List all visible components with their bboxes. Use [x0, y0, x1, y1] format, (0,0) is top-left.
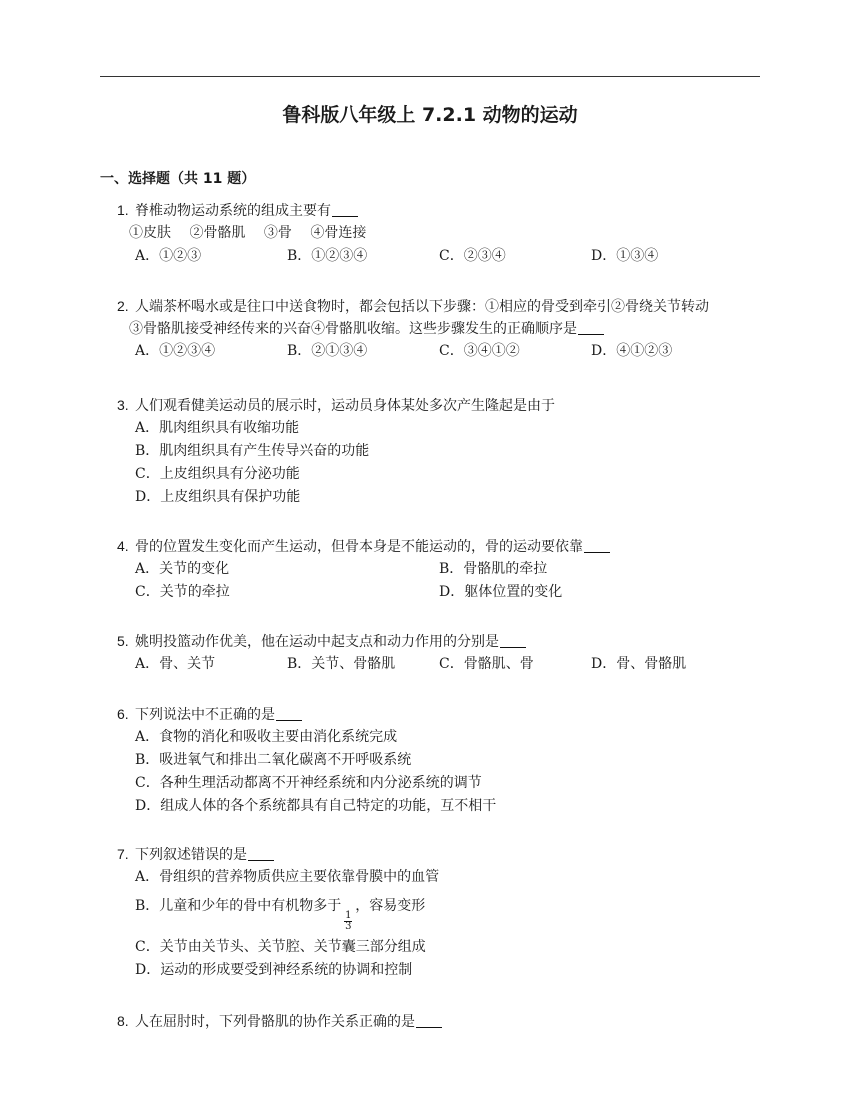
- item-1: ①皮肤: [129, 225, 171, 241]
- option-c[interactable]: C．关节的牵拉: [135, 584, 230, 600]
- question-4: [117, 535, 777, 604]
- answer-blank: [584, 538, 610, 553]
- question-stem: 脊椎动物运动系统的组成主要有: [135, 203, 331, 219]
- question-stem: 下列叙述错误的是: [135, 847, 247, 863]
- option-b[interactable]: B．骨骼肌的牵拉: [439, 561, 548, 577]
- question-stem-line1: 人端茶杯喝水或是往口中送食物时，都会包括以下步骤：①相应的骨受到牵引②骨绕关节转动: [135, 299, 709, 315]
- question-number: 8.: [117, 1013, 129, 1029]
- item-2: ②骨骼肌: [189, 225, 246, 241]
- option-d[interactable]: D．骨、骨骼肌: [591, 656, 687, 672]
- option-b[interactable]: B．①②③④: [287, 248, 368, 264]
- option-c[interactable]: C．②③④: [439, 248, 506, 264]
- option-c[interactable]: C．③④①②: [439, 343, 520, 359]
- option-c[interactable]: C．上皮组织具有分泌功能: [135, 466, 300, 482]
- question-number: 3.: [117, 397, 129, 413]
- question-stem: 人们观看健美运动员的展示时，运动员身体某处多次产生隆起是由于: [135, 398, 555, 414]
- option-d[interactable]: D．组成人体的各个系统都具有自己特定的功能，互不相干: [135, 798, 497, 814]
- question-stem: 姚明投篮动作优美，他在运动中起支点和动力作用的分别是: [135, 634, 499, 650]
- option-a[interactable]: A．骨组织的营养物质供应主要依靠骨膜中的血管: [135, 869, 440, 885]
- question-number: 4.: [117, 538, 129, 554]
- option-d[interactable]: D．①③④: [591, 248, 659, 264]
- option-b[interactable]: [135, 893, 777, 932]
- option-a[interactable]: A．①②③: [135, 248, 202, 264]
- answer-blank: [276, 706, 302, 721]
- question-7: [117, 843, 777, 982]
- fraction-one-third: [344, 911, 352, 932]
- question-6: [117, 703, 777, 818]
- question-2: [117, 295, 777, 363]
- option-d[interactable]: D．躯体位置的变化: [439, 584, 563, 600]
- option-b[interactable]: B．肌肉组织具有产生传导兴奋的功能: [135, 443, 370, 459]
- option-d[interactable]: D．上皮组织具有保护功能: [135, 489, 301, 505]
- answer-blank: [248, 846, 274, 861]
- option-b-text: B．儿童和少年的骨中有机物多于: [135, 898, 342, 914]
- answer-blank: [332, 202, 358, 217]
- question-stem: 骨的位置发生变化而产生运动，但骨本身是不能运动的，骨的运动要依靠: [135, 539, 583, 555]
- question-stem: 人在屈肘时，下列骨骼肌的协作关系正确的是: [135, 1014, 415, 1030]
- question-number: 5.: [117, 633, 129, 649]
- option-d[interactable]: D．④①②③: [591, 343, 673, 359]
- question-8: [117, 1010, 777, 1033]
- answer-blank: [416, 1013, 442, 1028]
- section-heading: 一、选择题（共 11 题）: [100, 171, 256, 187]
- option-a[interactable]: A．关节的变化: [135, 561, 230, 577]
- option-b[interactable]: B．吸进氧气和排出二氧化碳离不开呼吸系统: [135, 752, 412, 768]
- answer-blank: [578, 320, 604, 335]
- option-a[interactable]: A．食物的消化和吸收主要由消化系统完成: [135, 729, 398, 745]
- option-d[interactable]: D．运动的形成要受到神经系统的协调和控制: [135, 962, 413, 978]
- page-title: 鲁科版八年级上 7.2.1 动物的运动: [282, 104, 578, 126]
- fraction-numerator: 1: [345, 910, 352, 921]
- question-number: 1.: [117, 202, 129, 218]
- option-b[interactable]: B．②①③④: [287, 343, 368, 359]
- option-a[interactable]: A．①②③④: [135, 343, 216, 359]
- option-a[interactable]: A．骨、关节: [135, 656, 216, 672]
- question-5: [117, 630, 777, 676]
- option-a[interactable]: A．肌肉组织具有收缩功能: [135, 420, 300, 436]
- option-c[interactable]: C．各种生理活动都离不开神经系统和内分泌系统的调节: [135, 775, 482, 791]
- item-4: ④骨连接: [310, 225, 367, 241]
- option-b[interactable]: B．关节、骨骼肌: [287, 656, 396, 672]
- question-stem-line2: ③骨骼肌接受神经传来的兴奋④骨骼肌收缩。这些步骤发生的正确顺序是: [129, 321, 577, 337]
- question-number: 6.: [117, 706, 129, 722]
- option-c[interactable]: C．关节由关节头、关节腔、关节囊三部分组成: [135, 939, 426, 955]
- item-3: ③骨: [263, 225, 292, 241]
- question-1: [117, 199, 777, 268]
- question-3: [117, 394, 777, 509]
- question-stem: 下列说法中不正确的是: [135, 707, 275, 723]
- header-rule: [100, 76, 760, 77]
- fraction-denominator: 3: [345, 921, 352, 932]
- question-number: 7.: [117, 846, 129, 862]
- option-c[interactable]: C．骨骼肌、骨: [439, 656, 534, 672]
- answer-blank: [500, 633, 526, 648]
- option-b-suffix: ，容易变形: [355, 898, 426, 914]
- question-number: 2.: [117, 298, 129, 314]
